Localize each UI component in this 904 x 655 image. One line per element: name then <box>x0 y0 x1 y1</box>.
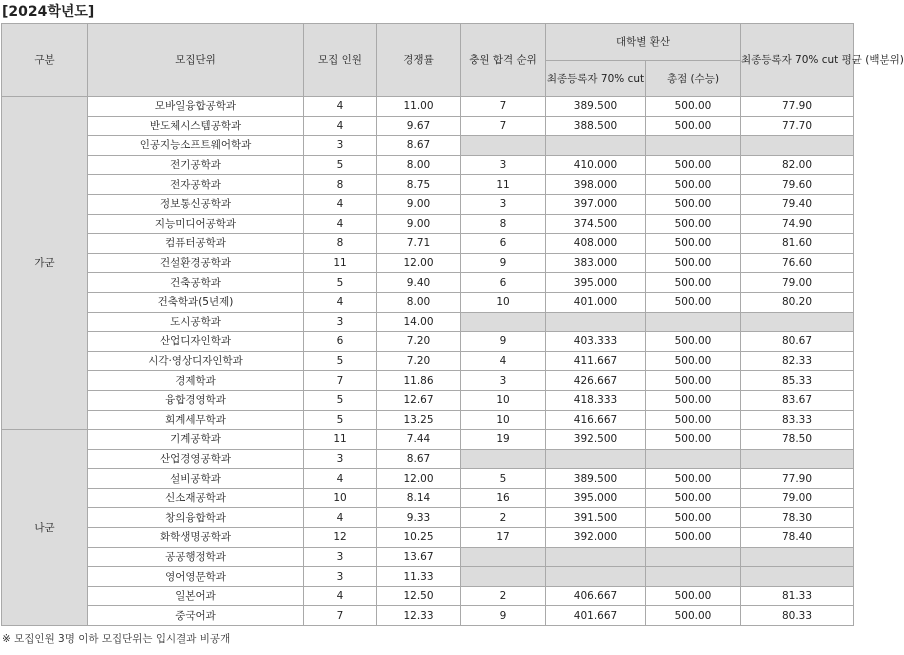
waitlist-cell: 8 <box>461 214 546 234</box>
quota-cell: 4 <box>304 586 377 606</box>
ratio-cell: 8.00 <box>377 292 461 312</box>
ratio-cell: 9.00 <box>377 214 461 234</box>
quota-cell: 4 <box>304 292 377 312</box>
waitlist-cell: 7 <box>461 97 546 117</box>
final-cut-cell: 374.500 <box>546 214 646 234</box>
full-score-cell: 500.00 <box>646 273 741 293</box>
table-row <box>2 449 854 469</box>
avg-cell: 81.33 <box>741 586 854 606</box>
quota-cell: 7 <box>304 606 377 626</box>
ratio-cell: 13.25 <box>377 410 461 430</box>
unit-cell: 기계공학과 <box>88 430 304 450</box>
unit-cell: 시각·영상디자인학과 <box>88 351 304 371</box>
quota-cell: 3 <box>304 567 377 587</box>
ratio-cell: 9.00 <box>377 194 461 214</box>
unit-cell: 설비공학과 <box>88 469 304 489</box>
unit-cell: 컴퓨터공학과 <box>88 234 304 254</box>
quota-cell: 3 <box>304 136 377 156</box>
avg-cell: 82.00 <box>741 155 854 175</box>
ratio-cell: 14.00 <box>377 312 461 332</box>
quota-cell: 4 <box>304 194 377 214</box>
ratio-cell: 13.67 <box>377 547 461 567</box>
full-score-cell <box>646 312 741 332</box>
avg-cell: 77.90 <box>741 97 854 117</box>
unit-cell: 일본어과 <box>88 586 304 606</box>
unit-cell: 중국어과 <box>88 606 304 626</box>
table-row <box>2 469 854 489</box>
unit-cell: 산업경영공학과 <box>88 449 304 469</box>
ratio-cell: 12.67 <box>377 390 461 410</box>
avg-cell: 74.90 <box>741 214 854 234</box>
quota-cell: 4 <box>304 116 377 136</box>
full-score-cell: 500.00 <box>646 371 741 391</box>
ratio-cell: 7.20 <box>377 332 461 352</box>
table-row <box>2 136 854 156</box>
ratio-cell: 12.00 <box>377 469 461 489</box>
unit-cell: 도시공학과 <box>88 312 304 332</box>
header-ratio: 경쟁률 <box>377 24 461 97</box>
table-row <box>2 214 854 234</box>
quota-cell: 11 <box>304 253 377 273</box>
ratio-cell: 9.33 <box>377 508 461 528</box>
unit-cell: 건설환경공학과 <box>88 253 304 273</box>
quota-cell: 5 <box>304 390 377 410</box>
table-body <box>2 97 854 626</box>
ratio-cell: 12.50 <box>377 586 461 606</box>
final-cut-cell: 403.333 <box>546 332 646 352</box>
table-header <box>2 24 904 97</box>
unit-cell: 산업디자인학과 <box>88 332 304 352</box>
table-row <box>2 390 854 410</box>
quota-cell: 5 <box>304 155 377 175</box>
avg-cell: 79.00 <box>741 273 854 293</box>
waitlist-cell: 3 <box>461 194 546 214</box>
waitlist-cell: 10 <box>461 410 546 430</box>
ratio-cell: 12.33 <box>377 606 461 626</box>
ratio-cell: 7.44 <box>377 430 461 450</box>
unit-cell: 모바일융합공학과 <box>88 97 304 117</box>
unit-cell: 융합경영학과 <box>88 390 304 410</box>
full-score-cell: 500.00 <box>646 586 741 606</box>
ratio-cell: 11.86 <box>377 371 461 391</box>
waitlist-cell: 10 <box>461 292 546 312</box>
full-score-cell: 500.00 <box>646 430 741 450</box>
final-cut-cell: 388.500 <box>546 116 646 136</box>
admission-results-table <box>1 23 904 626</box>
quota-cell: 6 <box>304 332 377 352</box>
final-cut-cell: 397.000 <box>546 194 646 214</box>
header-quota: 모집 인원 <box>304 24 377 97</box>
ratio-cell: 8.67 <box>377 136 461 156</box>
final-cut-cell: 392.000 <box>546 528 646 548</box>
unit-cell: 반도체시스템공학과 <box>88 116 304 136</box>
waitlist-cell: 10 <box>461 390 546 410</box>
final-cut-cell: 406.667 <box>546 586 646 606</box>
waitlist-cell <box>461 547 546 567</box>
final-cut-cell: 398.000 <box>546 175 646 195</box>
table-row <box>2 528 854 548</box>
footnote: ※ 모집인원 3명 이하 모집단위는 입시결과 비공개 <box>2 633 231 645</box>
full-score-cell: 500.00 <box>646 116 741 136</box>
avg-cell: 80.33 <box>741 606 854 626</box>
avg-cell: 79.00 <box>741 488 854 508</box>
waitlist-cell <box>461 136 546 156</box>
waitlist-cell: 9 <box>461 606 546 626</box>
final-cut-cell <box>546 547 646 567</box>
full-score-cell <box>646 449 741 469</box>
ratio-cell: 9.40 <box>377 273 461 293</box>
final-cut-cell: 408.000 <box>546 234 646 254</box>
ratio-cell: 9.67 <box>377 116 461 136</box>
full-score-cell: 500.00 <box>646 390 741 410</box>
waitlist-cell: 5 <box>461 469 546 489</box>
table-row <box>2 567 854 587</box>
ratio-cell: 10.25 <box>377 528 461 548</box>
final-cut-cell: 411.667 <box>546 351 646 371</box>
avg-cell: 80.67 <box>741 332 854 352</box>
table-row <box>2 253 854 273</box>
final-cut-cell: 395.000 <box>546 488 646 508</box>
unit-cell: 경제학과 <box>88 371 304 391</box>
table-row <box>2 97 854 117</box>
waitlist-cell: 19 <box>461 430 546 450</box>
quota-cell: 3 <box>304 449 377 469</box>
quota-cell: 5 <box>304 273 377 293</box>
waitlist-cell: 2 <box>461 586 546 606</box>
full-score-cell: 500.00 <box>646 332 741 352</box>
table-row <box>2 351 854 371</box>
quota-cell: 5 <box>304 410 377 430</box>
quota-cell: 4 <box>304 508 377 528</box>
full-score-cell <box>646 136 741 156</box>
quota-cell: 4 <box>304 469 377 489</box>
unit-cell: 영어영문학과 <box>88 567 304 587</box>
waitlist-cell <box>461 312 546 332</box>
avg-cell: 78.40 <box>741 528 854 548</box>
full-score-cell: 500.00 <box>646 234 741 254</box>
final-cut-cell: 391.500 <box>546 508 646 528</box>
unit-cell: 공공행정학과 <box>88 547 304 567</box>
table-row <box>2 175 854 195</box>
ratio-cell: 7.71 <box>377 234 461 254</box>
quota-cell: 8 <box>304 175 377 195</box>
quota-cell: 10 <box>304 488 377 508</box>
avg-cell: 85.33 <box>741 371 854 391</box>
waitlist-cell: 17 <box>461 528 546 548</box>
full-score-cell: 500.00 <box>646 175 741 195</box>
waitlist-cell: 16 <box>461 488 546 508</box>
final-cut-cell <box>546 449 646 469</box>
table-row <box>2 273 854 293</box>
header-final-cut: 최종등록자 70% cut <box>546 61 646 97</box>
quota-cell: 5 <box>304 351 377 371</box>
group-label: 가군 <box>2 97 88 430</box>
quota-cell: 3 <box>304 312 377 332</box>
full-score-cell: 500.00 <box>646 253 741 273</box>
ratio-cell: 11.00 <box>377 97 461 117</box>
final-cut-cell: 395.000 <box>546 273 646 293</box>
unit-cell: 인공지능소프트웨어학과 <box>88 136 304 156</box>
table-row <box>2 488 854 508</box>
table-row <box>2 606 854 626</box>
quota-cell: 4 <box>304 97 377 117</box>
table-row <box>2 586 854 606</box>
unit-cell: 신소재공학과 <box>88 488 304 508</box>
waitlist-cell: 9 <box>461 253 546 273</box>
waitlist-cell: 4 <box>461 351 546 371</box>
final-cut-cell: 389.500 <box>546 469 646 489</box>
unit-cell: 전자공학과 <box>88 175 304 195</box>
table-row <box>2 155 854 175</box>
quota-cell: 8 <box>304 234 377 254</box>
waitlist-cell: 3 <box>461 371 546 391</box>
table-row <box>2 116 854 136</box>
waitlist-cell: 7 <box>461 116 546 136</box>
full-score-cell: 500.00 <box>646 606 741 626</box>
avg-cell: 79.40 <box>741 194 854 214</box>
table-row <box>2 312 854 332</box>
final-cut-cell: 418.333 <box>546 390 646 410</box>
avg-cell <box>741 449 854 469</box>
table-caption: [2024학년도] <box>2 4 95 20</box>
group-label: 나군 <box>2 430 88 626</box>
waitlist-cell: 6 <box>461 273 546 293</box>
avg-cell: 78.50 <box>741 430 854 450</box>
avg-cell: 82.33 <box>741 351 854 371</box>
avg-cell: 80.20 <box>741 292 854 312</box>
full-score-cell: 500.00 <box>646 214 741 234</box>
avg-cell: 76.60 <box>741 253 854 273</box>
unit-cell: 전기공학과 <box>88 155 304 175</box>
final-cut-cell: 392.500 <box>546 430 646 450</box>
table-row <box>2 430 854 450</box>
table-row <box>2 194 854 214</box>
table-row <box>2 332 854 352</box>
full-score-cell: 500.00 <box>646 292 741 312</box>
quota-cell: 4 <box>304 214 377 234</box>
quota-cell: 11 <box>304 430 377 450</box>
avg-cell: 79.60 <box>741 175 854 195</box>
avg-cell: 77.70 <box>741 116 854 136</box>
unit-cell: 회계세무학과 <box>88 410 304 430</box>
final-cut-cell: 401.667 <box>546 606 646 626</box>
avg-cell <box>741 136 854 156</box>
avg-cell: 78.30 <box>741 508 854 528</box>
avg-cell: 83.67 <box>741 390 854 410</box>
final-cut-cell: 401.000 <box>546 292 646 312</box>
ratio-cell: 8.75 <box>377 175 461 195</box>
quota-cell: 3 <box>304 547 377 567</box>
table-row <box>2 508 854 528</box>
final-cut-cell: 410.000 <box>546 155 646 175</box>
header-waitlist-rank: 충원 합격 순위 <box>461 24 546 97</box>
ratio-cell: 11.33 <box>377 567 461 587</box>
quota-cell: 7 <box>304 371 377 391</box>
full-score-cell: 500.00 <box>646 351 741 371</box>
waitlist-cell <box>461 567 546 587</box>
full-score-cell: 500.00 <box>646 410 741 430</box>
full-score-cell: 500.00 <box>646 469 741 489</box>
ratio-cell: 7.20 <box>377 351 461 371</box>
full-score-cell: 500.00 <box>646 194 741 214</box>
final-cut-cell <box>546 136 646 156</box>
waitlist-cell: 2 <box>461 508 546 528</box>
header-final-avg: 최종등록자 70% cut 평균 (백분위) <box>741 24 854 97</box>
final-cut-cell: 416.667 <box>546 410 646 430</box>
final-cut-cell: 383.000 <box>546 253 646 273</box>
full-score-cell <box>646 567 741 587</box>
full-score-cell: 500.00 <box>646 155 741 175</box>
header-full-score: 총점 (수능) <box>646 61 741 97</box>
header-univ-conversion: 대학별 환산 <box>546 24 741 61</box>
avg-cell: 77.90 <box>741 469 854 489</box>
avg-cell: 81.60 <box>741 234 854 254</box>
ratio-cell: 8.67 <box>377 449 461 469</box>
header-group: 구분 <box>2 24 88 97</box>
avg-cell <box>741 567 854 587</box>
table-row <box>2 410 854 430</box>
avg-cell <box>741 547 854 567</box>
unit-cell: 지능미디어공학과 <box>88 214 304 234</box>
final-cut-cell: 426.667 <box>546 371 646 391</box>
ratio-cell: 8.14 <box>377 488 461 508</box>
quota-cell: 12 <box>304 528 377 548</box>
waitlist-cell: 9 <box>461 332 546 352</box>
avg-cell: 83.33 <box>741 410 854 430</box>
waitlist-cell: 11 <box>461 175 546 195</box>
full-score-cell: 500.00 <box>646 508 741 528</box>
unit-cell: 건축공학과 <box>88 273 304 293</box>
table-row <box>2 371 854 391</box>
unit-cell: 정보통신공학과 <box>88 194 304 214</box>
waitlist-cell: 6 <box>461 234 546 254</box>
table-row <box>2 234 854 254</box>
full-score-cell: 500.00 <box>646 488 741 508</box>
avg-cell <box>741 312 854 332</box>
unit-cell: 화학생명공학과 <box>88 528 304 548</box>
final-cut-cell <box>546 567 646 587</box>
ratio-cell: 12.00 <box>377 253 461 273</box>
full-score-cell: 500.00 <box>646 528 741 548</box>
table-row <box>2 547 854 567</box>
unit-cell: 건축학과(5년제) <box>88 292 304 312</box>
full-score-cell <box>646 547 741 567</box>
final-cut-cell <box>546 312 646 332</box>
final-cut-cell: 389.500 <box>546 97 646 117</box>
ratio-cell: 8.00 <box>377 155 461 175</box>
table-row <box>2 292 854 312</box>
waitlist-cell: 3 <box>461 155 546 175</box>
header-unit: 모집단위 <box>88 24 304 97</box>
waitlist-cell <box>461 449 546 469</box>
unit-cell: 창의융합학과 <box>88 508 304 528</box>
full-score-cell: 500.00 <box>646 97 741 117</box>
